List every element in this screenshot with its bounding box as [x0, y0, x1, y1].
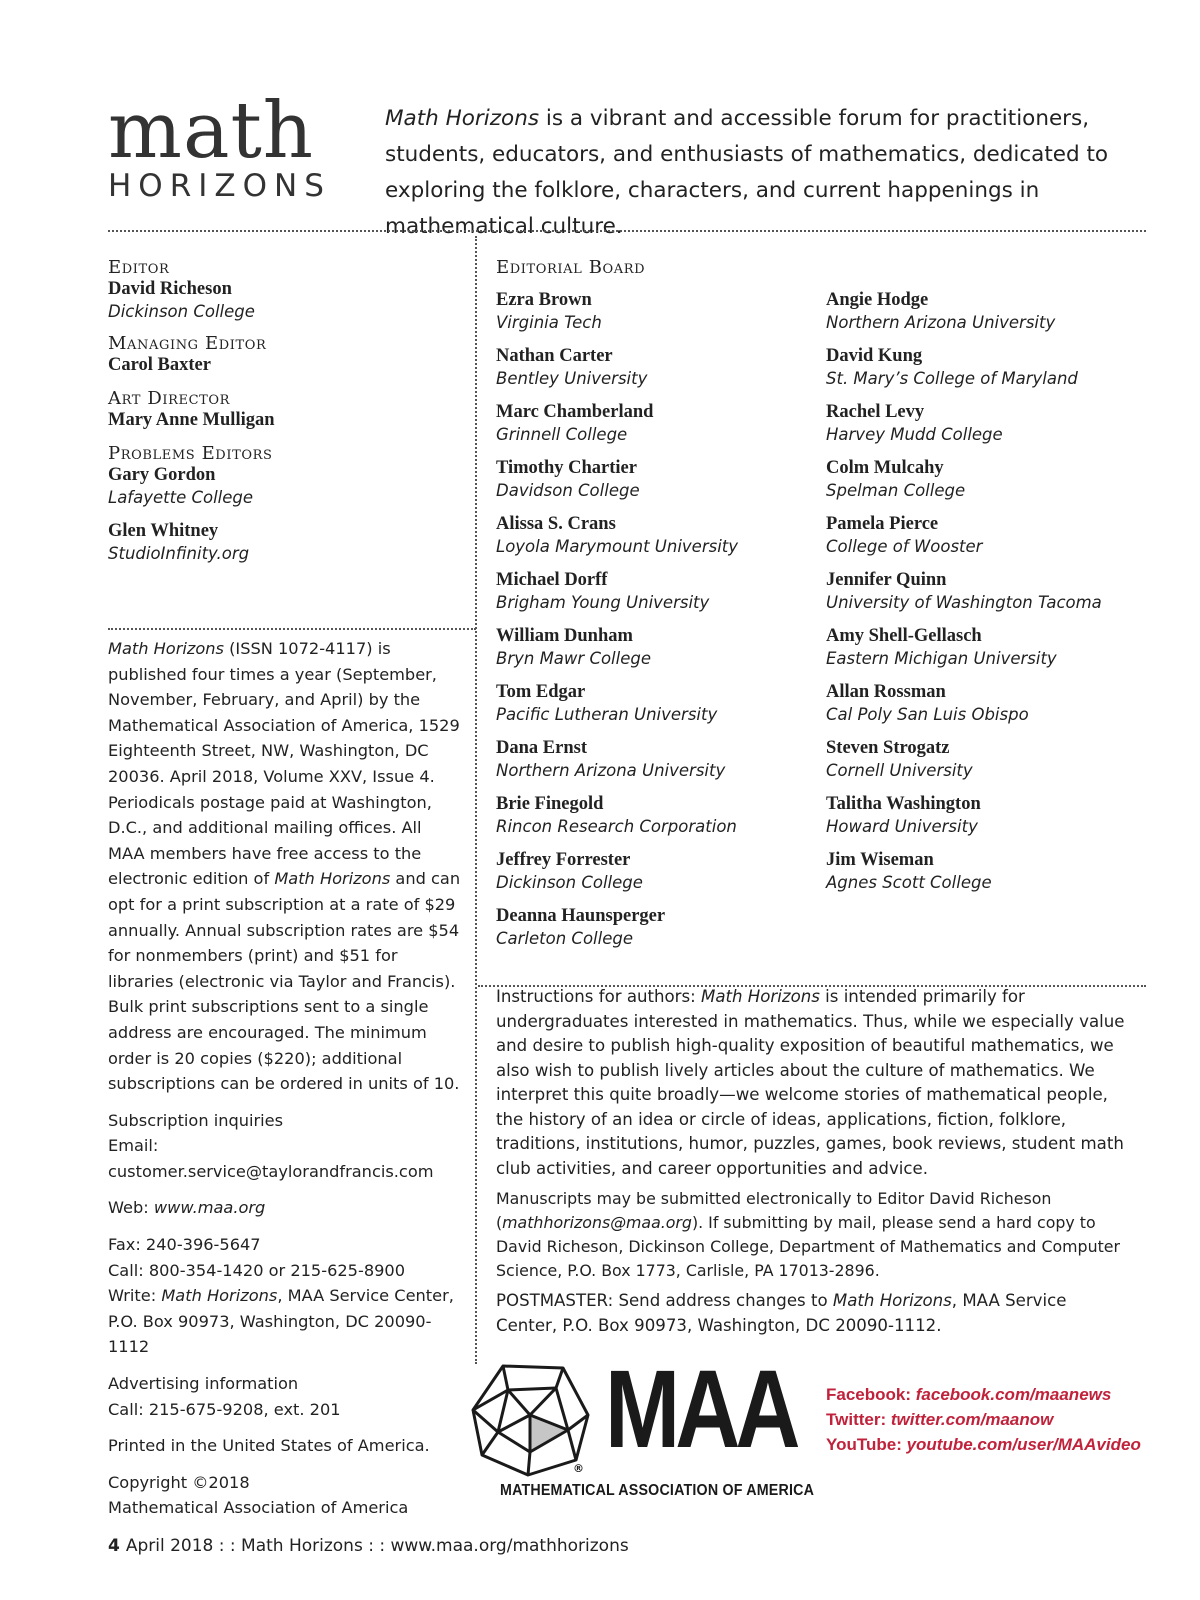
manuscript-email-link[interactable]: mathhorizons@maa.org: [502, 1213, 692, 1232]
board-member: [496, 737, 826, 793]
copyright-holder: Mathematical Association of America: [108, 1498, 409, 1518]
staff-role: Managing Editor: [108, 333, 267, 354]
page-number: 4: [108, 1536, 120, 1556]
board-member: [496, 569, 826, 625]
staff-role: Art Director: [108, 388, 231, 409]
board-member-affiliation: Virginia Tech: [496, 313, 602, 332]
publication-paragraph: [108, 636, 463, 1097]
write-label: Write:: [108, 1286, 162, 1306]
board-member-name: Dana Ernst: [496, 738, 587, 758]
printed-line: Printed in the United States of America.: [108, 1436, 430, 1456]
board-member-affiliation: Loyola Marymount University: [496, 537, 739, 556]
author-instructions: [496, 985, 1126, 1344]
board-member-name: David Kung: [826, 346, 923, 366]
intro-title: Math Horizons: [385, 106, 540, 131]
divider-vertical: [475, 236, 477, 1364]
board-member: [496, 905, 826, 961]
subscription-block: [108, 1108, 463, 1185]
board-member-affiliation: Agnes Scott College: [826, 873, 992, 892]
board-member-affiliation: Northern Arizona University: [826, 313, 1056, 332]
board-member: [496, 793, 826, 849]
logo-math-text: math: [108, 86, 315, 176]
fax-line: Fax: 240-396-5647: [108, 1235, 261, 1255]
staff-role: Editor: [108, 257, 170, 278]
board-member-name: Steven Strogatz: [826, 738, 950, 758]
publication-title-inline: Math Horizons: [274, 869, 391, 889]
board-member-affiliation: Dickinson College: [496, 873, 643, 892]
board-member-affiliation: Northern Arizona University: [496, 761, 726, 780]
board-member: [496, 681, 826, 737]
staff-list: [108, 258, 448, 576]
staff-problems-editor: [108, 444, 448, 508]
board-member-affiliation: Cal Poly San Luis Obispo: [826, 705, 1029, 724]
board-member: [826, 457, 1156, 513]
board-member-affiliation: Brigham Young University: [496, 593, 710, 612]
publication-info: [108, 636, 463, 1532]
staff-name: Mary Anne Mulligan: [108, 410, 275, 430]
staff-managing-editor: [108, 334, 448, 377]
board-member-name: Jennifer Quinn: [826, 570, 947, 590]
maa-full-name: MATHEMATICAL ASSOCIATION OF AMERICA: [500, 1482, 815, 1499]
staff-affiliation: Lafayette College: [108, 488, 254, 507]
contact-block: [108, 1232, 463, 1360]
advertising-label: Advertising information: [108, 1374, 299, 1394]
board-member-affiliation: Bentley University: [496, 369, 648, 388]
board-member-affiliation: Harvey Mudd College: [826, 425, 1003, 444]
staff-name: Glen Whitney: [108, 521, 219, 541]
publication-text-b: and can opt for a print subscription at a rate of $29 annually. Annual subscription rates are $54 for nonmembers (print) and $51 for libraries (electronic via Taylor and Francis). Bulk print subscriptions sent to a single address are encouraged. The minimum order is 20 copies ($220); additional subscriptions can be ordered in units of 10.: [108, 869, 461, 1094]
board-member-name: Talitha Washington: [826, 794, 981, 814]
twitter-label: Twitter:: [826, 1410, 891, 1429]
board-member-name: Nathan Carter: [496, 346, 613, 366]
author-instructions-title: Math Horizons: [701, 987, 820, 1006]
divider-top: [108, 230, 1146, 232]
board-member-affiliation: University of Washington Tacoma: [826, 593, 1102, 612]
social-facebook: [826, 1382, 1141, 1407]
staff-editor: [108, 258, 448, 322]
board-column-left: [496, 289, 826, 961]
board-member-name: Jim Wiseman: [826, 850, 934, 870]
board-member: [826, 401, 1156, 457]
intro-text: is a vibrant and accessible forum for practitioners, students, educators, and enthusiasts of mathematics, dedicated to exploring the folklore, characters, and current happenings in mathematical culture.: [385, 106, 1109, 239]
board-member: [826, 569, 1156, 625]
maa-wordmark: MAA: [605, 1348, 796, 1471]
board-member-name: Angie Hodge: [826, 290, 929, 310]
board-member: [496, 625, 826, 681]
board-member-name: Amy Shell-Gellasch: [826, 626, 982, 646]
board-member: [496, 401, 826, 457]
board-member: [496, 457, 826, 513]
math-horizons-logo: [108, 86, 353, 204]
board-member: [826, 849, 1156, 905]
manuscript-paragraph: [496, 1187, 1126, 1283]
board-member-affiliation: Howard University: [826, 817, 978, 836]
board-member-name: Deanna Haunsperger: [496, 906, 666, 926]
board-member-affiliation: Spelman College: [826, 481, 966, 500]
manuscript-text-b: ). If submitting by mail, please send a hard copy to David Richeson, Dickinson College, Department of Mathematics and Computer Science, P.O. Box 1773, Carlisle, PA 17013-2896.: [496, 1213, 1121, 1280]
postmaster-paragraph: [496, 1289, 1126, 1338]
facebook-link[interactable]: facebook.com/maanews: [915, 1385, 1112, 1404]
masthead-intro: [385, 101, 1145, 245]
board-member-affiliation: Bryn Mawr College: [496, 649, 652, 668]
board-column-right: [826, 289, 1156, 905]
board-member-name: Tom Edgar: [496, 682, 586, 702]
publication-text-a: (ISSN 1072-4117) is published four times a year (September, November, February, and April) by the Mathematical Association of America, 1529 Eighteenth Street, NW, Washington, DC 20036. April 2018, Volume XXV, Issue 4. Periodicals postage paid at Washington, D.C., and additional mailing offices. All MAA members have free access to the electronic edition of: [108, 639, 460, 889]
divider-left: [108, 628, 476, 630]
board-member: [826, 625, 1156, 681]
write-address: , MAA Service Center, P.O. Box 90973, Washington, DC 20090-1112: [108, 1286, 454, 1357]
board-member: [826, 793, 1156, 849]
board-member-affiliation: Rincon Research Corporation: [496, 817, 737, 836]
staff-problems-editor-2: [108, 520, 448, 564]
staff-affiliation: Dickinson College: [108, 302, 255, 321]
copyright-block: [108, 1470, 463, 1521]
advertising-block: [108, 1371, 463, 1422]
manuscript-text-a: Manuscripts may be submitted electronically to Editor David Richeson (: [496, 1189, 1052, 1232]
staff-art-director: [108, 389, 448, 432]
editorial-board-title: Editorial Board: [496, 257, 646, 278]
board-member: [826, 513, 1156, 569]
board-member-name: Colm Mulcahy: [826, 458, 944, 478]
board-member-affiliation: Cornell University: [826, 761, 973, 780]
subscription-email: Email: customer.service@taylorandfrancis.com: [108, 1136, 434, 1181]
board-member-name: Brie Finegold: [496, 794, 604, 814]
author-instructions-label: Instructions for authors:: [496, 987, 702, 1006]
write-title: Math Horizons: [161, 1286, 278, 1306]
staff-name: David Richeson: [108, 279, 232, 299]
postmaster-text-b: , MAA Service Center, P.O. Box 90973, Washington, DC 20090-1112.: [496, 1291, 1067, 1335]
footer-text: April 2018 : : Math Horizons : : www.maa.org/mathhorizons: [125, 1536, 629, 1556]
board-member-name: Alissa S. Crans: [496, 514, 616, 534]
board-member-name: Marc Chamberland: [496, 402, 654, 422]
board-member-affiliation: Davidson College: [496, 481, 640, 500]
board-member-affiliation: Grinnell College: [496, 425, 628, 444]
postmaster-title: Math Horizons: [832, 1291, 952, 1310]
board-member-name: William Dunham: [496, 626, 633, 646]
facebook-label: Facebook:: [826, 1385, 916, 1404]
board-member-name: Timothy Chartier: [496, 458, 637, 478]
staff-role: Problems Editors: [108, 443, 273, 464]
board-member: [826, 737, 1156, 793]
board-member-affiliation: Eastern Michigan University: [826, 649, 1057, 668]
board-member: [826, 289, 1156, 345]
board-member-name: Rachel Levy: [826, 402, 925, 422]
staff-affiliation: StudioInfinity.org: [108, 544, 250, 563]
social-links: [826, 1382, 1141, 1457]
board-member: [826, 681, 1156, 737]
twitter-link[interactable]: twitter.com/maanow: [890, 1410, 1054, 1429]
social-youtube: [826, 1432, 1141, 1457]
page-footer: [108, 1536, 629, 1556]
web-label: Web:: [108, 1198, 154, 1218]
web-line: [108, 1195, 463, 1221]
web-link[interactable]: www.maa.org: [153, 1198, 266, 1218]
board-member-name: Jeffrey Forrester: [496, 850, 631, 870]
board-member-name: Allan Rossman: [826, 682, 946, 702]
youtube-link[interactable]: youtube.com/user/MAAvideo: [906, 1435, 1141, 1454]
social-twitter: [826, 1407, 1141, 1432]
board-member: [496, 849, 826, 905]
board-member: [496, 513, 826, 569]
logo-horizons-text: HORIZONS: [108, 168, 331, 204]
youtube-label: YouTube:: [826, 1435, 907, 1454]
board-member-name: Pamela Pierce: [826, 514, 939, 534]
author-instructions-text: is intended primarily for undergraduates interested in mathematics. Thus, while we especially value and desire to publish high-quality exposition of beautiful mathematics, we also wish to publish lively articles about the culture of mathematics. We interpret this quite broadly—we welcome stories of mathematical people, the history of an idea or circle of ideas, applications, fiction, folklore, traditions, institutions, humor, puzzles, games, book reviews, student math club activities, and career opportunities and advice.: [496, 987, 1125, 1178]
staff-name: Gary Gordon: [108, 465, 216, 485]
copyright-line: Copyright ©2018: [108, 1472, 250, 1492]
board-member-affiliation: College of Wooster: [826, 537, 983, 556]
subscription-label: Subscription inquiries: [108, 1110, 284, 1130]
author-instructions-paragraph: [496, 985, 1126, 1181]
board-member-name: Ezra Brown: [496, 290, 592, 310]
board-member: [496, 345, 826, 401]
board-member-name: Michael Dorff: [496, 570, 608, 590]
board-member-affiliation: Carleton College: [496, 929, 633, 948]
publication-title: Math Horizons: [108, 639, 224, 658]
board-member: [496, 289, 826, 345]
registered-mark: ®: [573, 1462, 584, 1475]
call-line: Call: 800-354-1420 or 215-625-8900: [108, 1260, 406, 1280]
board-member: [826, 345, 1156, 401]
postmaster-text-a: POSTMASTER: Send address changes to: [496, 1291, 833, 1310]
board-member-affiliation: Pacific Lutheran University: [496, 705, 718, 724]
staff-name: Carol Baxter: [108, 355, 211, 375]
advertising-call: Call: 215-675-9208, ext. 201: [108, 1399, 341, 1419]
board-member-affiliation: St. Mary’s College of Maryland: [826, 369, 1078, 388]
